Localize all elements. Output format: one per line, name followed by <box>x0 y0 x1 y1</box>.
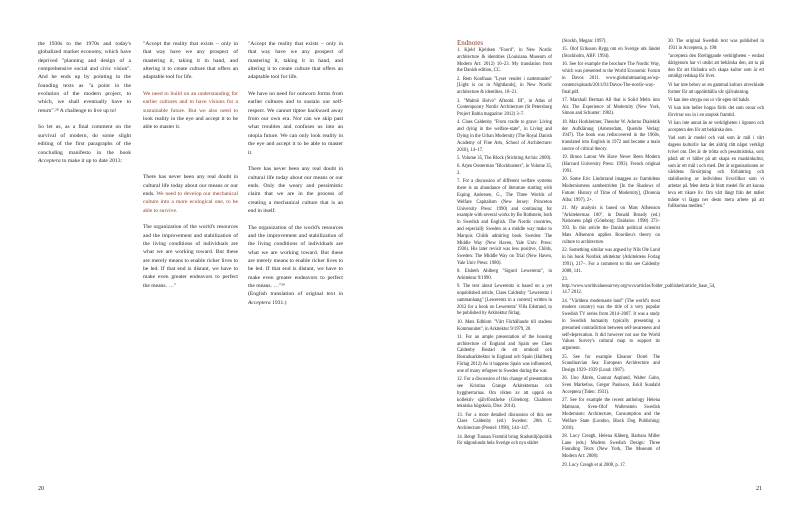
translation-note: (English translation of original text in Acceptera 1931.) <box>248 291 343 306</box>
endnote: 11. For an ample presentation of the housing architecture of England and Spain see Claes Caldenby Bostad de ett ombord och Bostadsarkitektur in England och Spain (Hallberg Förlag 2012) As it happens Spain was influenced, one of many refugees to Sweden during the war. <box>457 334 552 374</box>
spacer <box>143 140 238 173</box>
endnote: 9. The text about Lewerentz is based on a yet unpublished article, Claes Caldenby "Lewerentz i sammanhang" [Lewerentz in a context] written in 2012 for a book on Lewerentz' Villa Edstrand, to be published by Arkitektur förlag. <box>457 284 552 317</box>
endnote: Vi har inte behov av en gammal kulturs utvecklade former för att upprätthålla vår självaktning. <box>668 82 764 95</box>
paragraph: So let us, as a final comment on the survival of modern, do some slight editing of the first paragraphs of the concluding manifesto in the book Acceptera to make it up to date 2013: <box>38 124 131 164</box>
left-column-3 <box>248 40 343 316</box>
endnote: 14. Bengt Tuunan Framtid bring Stadsmiljöpolitik för någonlunda hela Sverige och nya städer <box>457 434 552 447</box>
quote-paragraph: We need to build on an understanding for earlier cultures and to have visions for a sustainable future. But we also need to look reality in the eye and accept it to be able to master it. <box>143 91 238 131</box>
endnote: Vad som är medel och vad som är mål i vårt dagens kulturliv har det aldrig rått något verkligt tvivel om. Det är de trötta och pessimistiska, som påstå att vi håller på att skapa en maskinkultur, som är ett mål i och med. Det är organisationen av världens försörjning och förbättring och stabilisering av individens livsvillkor som vi arbetar på. Men detta är blott medel för att kunna leva ett rikare liv. Om vårt långt från det målet måste vi lägga ner desto mera arbete på att fullkomna medlen." <box>668 136 764 210</box>
endnote: "acceptera den föreliggande verkligheten – endast därigenom har vi utsikt att behärska den, att ta på den för att förändra och skapa kultur som är ett smidigt redskap för livet. <box>668 54 764 80</box>
endnotes-heading: Endnotes <box>457 39 484 47</box>
endnote: Vi kan inte heller hoppa förbi det som oroar och förvirrar oss in i en utopisk framtid. <box>668 106 764 118</box>
endnote: 22. Something similar was argued by Nils Ole Lund in his book Nordisk arkitektur (Arkitektens Forlag 1991), 217–. For a comment to this see Caldenby 2008, 141. <box>562 248 660 274</box>
endnote: (Stockh, Megan: 1997). <box>562 39 607 44</box>
endnote: 13. For a more detailed discussion of this see Claes Caldenby (ed.) Sweden: 20th C. Architecture (Prestel: 1998), 144–147. <box>457 412 552 432</box>
endnotes-column-3 <box>668 39 764 213</box>
endnote: 23. http://www.worldvaluessurvey.org/wvs/articles/folder_published/article_base_54, 14.7 2012. <box>562 276 716 296</box>
endnote: 17. Marshall Berman All that is Solid Melts into Air. The Experience of Modernity (New York, Simon and Schuster: 1982). <box>562 97 660 117</box>
quote-paragraph: There has never been any real doubt in cultural life today about our means or our ends. Only the weary and pessimistic claim that we are in the process of creating a mechanical culture that is an end in itself. <box>248 166 343 214</box>
endnote: 6. Arjen Oosterman "Blockbusters", in Volume 35, 2. <box>457 164 552 177</box>
page-number: 20 <box>38 486 44 492</box>
endnote: 4. Claes Caldenby "From cradle to grave: Living and dying in the welfare-state", in Living and Dying in the Urban Modernity (The Royal Danish Academy of Fine Arts, School of Architecture: 2010), 14–17. <box>457 120 552 153</box>
endnote: 16. See for example the brochure The Nordic Way, which was presented to the World Economic Forum in Davos 2011. www.globalutmaning.se/wp-content/uploads/2011/01/Davos-The-nordic-way-final.pdf. <box>562 62 660 95</box>
quote-paragraph: The organization of the world's resources and the improvement and stabilization of the living conditions of individuals are what we are working toward. But these are merely means to enable richer lives to be led. If that end is distant, we have to make even greater endeavors to perfect the means. …"²⁹ <box>248 224 343 290</box>
endnote: 28. Lucy Creagh, Helena Kåberg, Barbara Miller Lane (eds.) Modern Swedish Design: Three Founding Texts (New York, The Museum of Modern Art: 2008). <box>562 433 660 460</box>
endnote: Vi kan inte annat än se verkligheten i ögonen och acceptera den för att behärska den. <box>668 121 764 134</box>
endnote: 21. My analysis is based on Mats Alfsenson "Arkitekternas 100", in Donald Broady (ed.) Nationens pågå (Göteborg: Daidalos: 1998) 373–393. In this article the Danish political scientist Mats Alfsenson applies Bourdieu's theory on culture to architecture. <box>562 205 660 245</box>
quote-paragraph: We have no need for outworn forms from earlier cultures and to sustain our self-respect. We cannot tiptoe backward away from our own era. Nor can we skip past what troubles and confuses us into an utopia future. We can only look reality in the eye and accept it to be able to master it. <box>248 91 343 156</box>
endnote: 30. The original Swedish text was published in 1931 in Acceptera, p. 198: <box>668 39 764 51</box>
endnote: 1. Kjeld Kjeldsen "Foord", in New Nordic architecture & identities (Louisiana Museum of Modern Art: 2012) 16–23. My translation from the Danish edition, CC. <box>457 48 552 74</box>
quote-paragraph: "Accept the reality that exists – only in that way have we any prospect of mastering it, taking it in hand, and altering it to create culture that offers an adaptable tool for life. <box>248 41 343 81</box>
right-page <box>400 0 800 515</box>
endnote: Vi kan inte smyga oss ur vår egen tid bakåt. <box>668 97 750 103</box>
left-column-1 <box>38 40 131 174</box>
endnote: 26. Uno Åhrén, Gunnar Asplund, Walter Gahn, Sven Markelius, Gregor Paulsson, Eskil Sundahl Acceptera (Tiden: 1931). <box>562 376 660 396</box>
endnote: 10. Mats Edblom "Vårt Förhållande till stadens Kommunitet", in Arkitektur 9/1979, 20. <box>457 319 552 332</box>
endnote: 2. Rem Koolhaas "Lyset vender i nattestunder" [Light is on in Nightlands], in New Nordic architecture & identities, 18–21. <box>457 76 552 96</box>
paragraph: the 1930s to the 1970s and today's globalized market economy, which have deprived "planning and design of a comprehensive social and civic vision". And he ends up by pointing to the founding texts as "a point in the evolution of the modern project, to which, we shall eventually have to return".²⁸ A challenge to live up to! <box>38 41 131 114</box>
quote-paragraph: The organization of the world's resources and the improvement and stabilization of the living conditions of individuals are what we are working toward. But these are merely means to enable richer lives to be led. If that end is distant, we have to make even greater endeavors to perfect the means. …" <box>143 224 238 289</box>
endnotes-list <box>457 48 552 448</box>
endnote: 19. Bruno Latour We Have Never Been Modern (Harvard University Press: 1993). French original 1991. <box>562 155 660 174</box>
endnote: 25. See for example Eleanor Dorel The Scandinavian Sea: European Architecture and Design 1929–1939 (Lund: 1987). <box>562 354 660 374</box>
endnote: 12. For a discussion of this change of presentation see Kristina Grange Arkitekternas och byggherrarnas. Om vikten av att uppnå en kollektiv självförståelse (Göteborg: Chalmers tekniska högskola, Diss: 2014). <box>457 377 552 410</box>
edited-text: We need to build on an understanding for earlier cultures and to have visions for a sustainable future. But we also need to <box>143 91 238 114</box>
endnote: 3. "Malmö Holvo" Aftonbl. III", in Atlas of Contemporary Nordic Architecture (St Petersburg Project Baltia magazine: 2012) 3–7. <box>457 98 552 118</box>
endnotes-column-1 <box>457 39 552 450</box>
endnote: 7. For a discussion of different welfare systems there is an abundance of literature starting with Esping Andersen, G., The Three Worlds of Welfare Capitalism (New Jersey: Princeton University Press: 1990) and continuing for example with several works by Bo Rothstein, both in Swedish and English. The Nordic countries, and especially Sweden as a middle way make to Marquis Childs admiring book Sweden: The Middle Way (New Haven, Yale Univ. Press: 1936). His later revisit was less positive, Childs, Sweden: The Middle Way on Trial (New Haven, Yale Univ Press: 1980). <box>457 179 552 266</box>
endnote: 24. "Världens modernaste land" (The world's most modern country) was the title of a very popular Swedish TV series from 2014–2007. It was a study in Swedish humanity typically presenting a presumed contradiction between self-awareness and self-deprecation. It did however not use the World Values Survey's cultural map to support its argument. <box>562 298 660 352</box>
endnote: 15. Olof Eriksson Bygg om en Sverige utk ländet (Stockholm, ABF: 1994). <box>562 47 660 60</box>
quote-paragraph: "Accept the reality that exists – only in that way have we any prospect of mastering it, taking it in hand, and altering it to create culture that offers an adaptable tool for life. <box>143 41 238 81</box>
edited-text: We need to develop our mechanical culture into a more ecological one, to be able to survive. <box>143 190 238 214</box>
page-number: 21 <box>756 486 762 492</box>
left-column-2 <box>143 40 238 298</box>
endnote: 27. See for example the recent anthology Helena Mattsson, Sven-Olof Wallenstein Swedish Modernism: Architecture, Consumption and the Welfare State (London, Black Dog Publishing: 2010). <box>562 398 660 431</box>
quote-paragraph: There has never been any real doubt in cultural life today about our means or our ends. We need to develop our mechanical culture into a more ecological one, to be able to survive. <box>143 174 238 214</box>
endnote: 8. Elsbeth Ahlberg "Sigurd Lewerentz", in Arkitektur 9/1990. <box>457 269 552 281</box>
endnotes-list <box>668 39 764 211</box>
endnote: 5. Volume 35, The Block (Stichting Archis: 2009). <box>457 155 552 161</box>
endnote: 18. Max Horkheimer, Theodor W. Adorno Dialektik der Aufklärung (Amsterdam, Querido Verlag: 1947). The book was rediscovered in the 1960s, translated into English in 1972 and became a main source of critical theory. <box>562 119 660 152</box>
endnote: 29. Lucy Creagh et al 2008, p. 17. <box>562 462 626 468</box>
endnote: 20. Some Eric Lindstrand imaggen av framtidens Modernismens sambestriden [In the Shadows of Future: History of Time of Modernity], (Dorenia Alba: 1997), 2+. <box>562 177 660 203</box>
book-title: Acceptera <box>38 157 61 164</box>
